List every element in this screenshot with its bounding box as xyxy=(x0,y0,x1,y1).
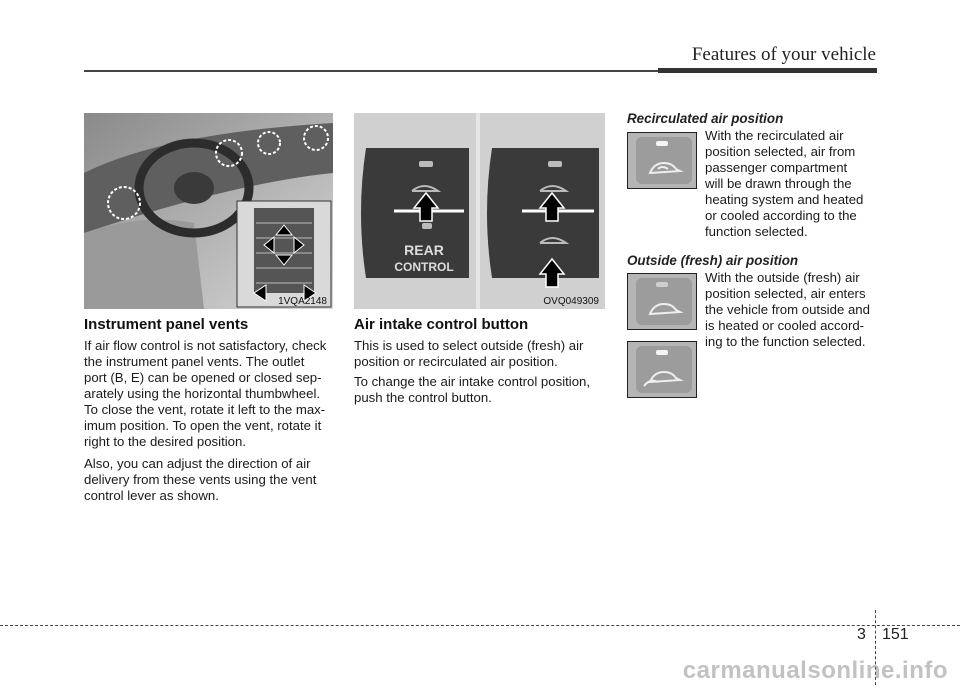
section-heading-intake: Air intake control button xyxy=(354,316,529,333)
text-line: passenger compartment xyxy=(705,160,848,175)
page-number: 151 xyxy=(882,626,909,643)
text-line: position selected, air from xyxy=(705,144,856,159)
recirculated-paragraph xyxy=(705,128,877,240)
rear-label-line2: CONTROL xyxy=(394,260,454,274)
outside-air-active-icon xyxy=(627,341,697,398)
photo-code: 1VQA2148 xyxy=(278,296,327,307)
intake-paragraph-1 xyxy=(354,338,605,370)
text-line: the vehicle from outside and xyxy=(705,302,870,317)
footer-rule xyxy=(0,625,960,626)
outside-air-paragraph xyxy=(705,270,877,350)
watermark: carmanualsonline.info xyxy=(682,657,948,684)
text-line: or cooled according to the xyxy=(705,208,857,223)
text-line: To change the air intake control position, xyxy=(354,374,591,389)
text-line: the instrument panel vents. The outlet xyxy=(84,354,305,369)
header-rule-accent xyxy=(658,68,877,73)
text-line: delivery from these vents using the vent xyxy=(84,472,317,487)
section-heading-vents: Instrument panel vents xyxy=(84,316,249,333)
text-line: With the recirculated air xyxy=(705,128,844,143)
outside-air-button-icon xyxy=(627,273,697,330)
vents-paragraph-1 xyxy=(84,338,335,450)
rear-label-line1: REAR xyxy=(404,242,444,258)
text-line: control lever as shown. xyxy=(84,488,219,503)
air-intake-buttons-photo xyxy=(354,113,605,309)
text-line: function selected. xyxy=(705,224,808,239)
text-line: This is used to select outside (fresh) air xyxy=(354,338,584,353)
text-line: ing to the function selected. xyxy=(705,334,866,349)
intake-paragraph-2 xyxy=(354,374,605,406)
text-line: port (B, E) can be opened or closed sep- xyxy=(84,370,322,385)
running-header-title: Features of your vehicle xyxy=(691,44,876,65)
text-line: position or recirculated air position. xyxy=(354,354,558,369)
text-line: If air flow control is not satisfactory, check xyxy=(84,338,327,353)
text-line: will be drawn through the xyxy=(705,176,852,191)
text-line: arately using the horizontal thumbwheel. xyxy=(84,386,321,401)
text-line: heating system and heated xyxy=(705,192,864,207)
text-line: right to the desired position. xyxy=(84,434,247,449)
text-line: To close the vent, rotate it left to the max- xyxy=(84,402,326,417)
text-line: is heated or cooled accord- xyxy=(705,318,865,333)
recirculated-air-button-icon xyxy=(627,132,697,189)
photo-code: OVQ049309 xyxy=(543,296,599,307)
text-line: imum position. To open the vent, rotate it xyxy=(84,418,322,433)
chapter-number: 3 xyxy=(857,626,866,643)
text-line: position selected, air enters xyxy=(705,286,866,301)
text-line: With the outside (fresh) air xyxy=(705,270,860,285)
dashboard-vents-photo xyxy=(84,113,333,309)
vents-paragraph-2 xyxy=(84,456,335,504)
section-heading-outside-air: Outside (fresh) air position xyxy=(627,253,799,268)
text-line: Also, you can adjust the direction of air xyxy=(84,456,311,471)
text-line: push the control button. xyxy=(354,390,492,405)
section-heading-recirculated: Recirculated air position xyxy=(627,111,784,126)
